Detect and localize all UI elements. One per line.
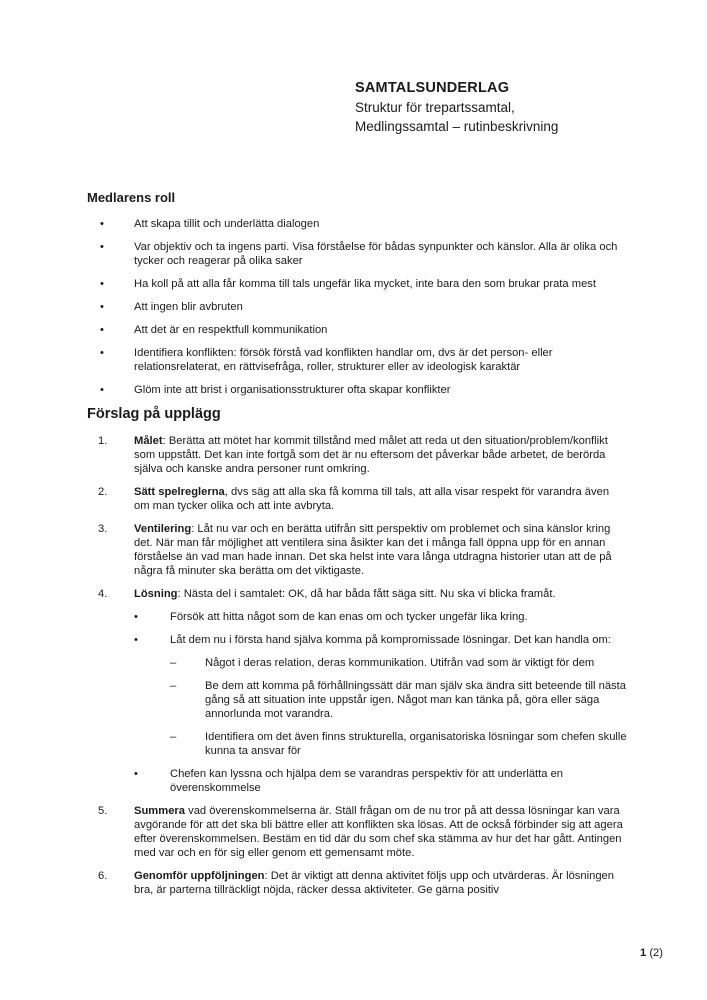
bullet-marker: •	[100, 324, 104, 336]
dash-text: Identifiera om det även finns strukturella, organisatoriska lösningar som chefen skulle kunna ta ansvar för	[205, 731, 627, 757]
item-lead-bold: Lösning	[134, 588, 178, 600]
document-body	[87, 190, 627, 906]
bullet-text: Identifiera konflikten: försök förstå vad konflikten handlar om, dvs är det person- eller relationsrelaterat, en rättvisefråga, roller, strukturer eller av ideologisk karaktär	[134, 347, 553, 373]
bullet-marker: •	[100, 241, 104, 253]
item-body	[134, 435, 608, 475]
item-body	[134, 805, 623, 859]
bullet-text: Att ingen blir avbruten	[134, 301, 243, 313]
item-number: 5.	[98, 805, 108, 817]
item-number: 4.	[98, 588, 108, 600]
bullet-marker: •	[134, 634, 138, 646]
numbered-item-3	[87, 522, 627, 578]
dash-marker: –	[170, 680, 177, 692]
item-body	[134, 486, 609, 512]
item-lead-bold: Summera	[134, 805, 185, 817]
item-lead-bold: Målet	[134, 435, 163, 447]
dash-marker: –	[170, 731, 177, 743]
bullet-text: Glöm inte att brist i organisationsstrukturer ofta skapar konflikter	[134, 384, 451, 396]
item-body	[134, 870, 614, 896]
sub-bullet-text: Låt dem nu i första hand själva komma på kompromissade lösningar. Det kan handla om:	[170, 634, 611, 646]
bullet-text: Att skapa tillit och underlätta dialogen	[134, 218, 320, 230]
item-text: : Låt nu var och en berätta utifrån sitt perspektiv om problemet och sina känslor kring det. När man får möjlighet att ventilera sina åsikter kan det i många fall öppna upp för en annan förståelse än vad man hade innan. Det ska helst inte vara långa utdragna historier utan att de på några få minuter ska berätta om det viktigaste.	[134, 523, 612, 577]
item-text: , dvs säg att alla ska få komma till tals, att alla visar respekt för varandra även om man tycker olika och att inte avbryta.	[134, 486, 610, 512]
page-number-total: (2)	[646, 947, 663, 959]
bullet-item	[87, 346, 627, 374]
dash-text: Något i deras relation, deras kommunikation. Utifrån vad som är viktigt för dem	[205, 657, 595, 669]
bullet-item	[87, 217, 627, 231]
numbered-item-1	[87, 434, 627, 476]
bullet-item	[87, 277, 627, 291]
bullet-item	[87, 300, 627, 314]
item-number: 3.	[98, 523, 108, 535]
dash-marker: –	[170, 657, 177, 669]
bullet-marker: •	[100, 384, 104, 396]
bullet-item	[87, 323, 627, 337]
bullet-item	[87, 240, 627, 268]
numbered-item-5	[87, 804, 627, 860]
numbered-item-2	[87, 485, 627, 513]
dash-text: Be dem att komma på förhållningssätt där man själv ska ändra sitt beteende till nästa gång så att situation inte uppstår igen. Något man kan tänka på, göra eller säga annorlunda mot varandra.	[205, 680, 626, 720]
document-title: SAMTALSUNDERLAG	[355, 80, 510, 96]
sub-bullet-text: Chefen kan lyssna och hjälpa dem se varandras perspektiv för att underlätta en överenskommelse	[170, 768, 564, 794]
item-number: 1.	[98, 435, 108, 447]
bullet-marker: •	[100, 347, 104, 359]
bullet-item	[87, 383, 627, 397]
item-body	[134, 523, 612, 577]
sub-bullet-item	[87, 767, 627, 795]
document-subtitle-line1: Struktur för trepartssamtal,	[355, 100, 515, 115]
item-text: : Nästa del i samtalet: OK, då har båda fått säga sitt. Nu ska vi blicka framåt.	[177, 588, 556, 600]
bullet-marker: •	[100, 301, 104, 313]
bullet-text: Att det är en respektfull kommunikation	[134, 324, 328, 336]
document-subtitle-line2: Medlingssamtal – rutinbeskrivning	[355, 119, 559, 134]
item-text: : Det är viktigt att denna aktivitet följs upp och utvärderas. Är lösningen bra, är parterna tillräckligt nöjda, räcker dessa aktiviteter. Ge gärna positiv	[134, 870, 614, 896]
dash-item	[87, 679, 627, 721]
item-number: 6.	[98, 870, 108, 882]
bullet-marker: •	[100, 278, 104, 290]
item-lead-bold: Sätt spelreglerna	[134, 486, 225, 498]
bullet-text: Ha koll på att alla får komma till tals ungefär lika mycket, inte bara den som brukar prata mest	[134, 278, 596, 290]
dash-item	[87, 730, 627, 758]
section-heading-forslag-pa-upplagg: Förslag på upplägg	[87, 406, 221, 422]
item-body	[134, 588, 556, 600]
item-text: vad överenskommelserna är. Ställ frågan om de nu tror på att dessa lösningar kan vara avgörande för att det ska bli bättre eller att konflikten ska lösas. Att de också förbinder sig att agera efter överenskommelsen. Bestäm en tid där du som chef ska stämma av hur det har gått. Antingen med var och en för sig eller genom ett gemensamt möte.	[134, 805, 623, 859]
page-number	[640, 946, 663, 960]
dash-item	[87, 656, 627, 670]
sub-bullet-text: Försök att hitta något som de kan enas om och tycker ungefär lika kring.	[170, 611, 528, 623]
item-lead-bold: Ventilering	[134, 523, 192, 535]
section-heading-medlarens-roll: Medlarens roll	[87, 190, 176, 205]
numbered-item-4	[87, 587, 627, 601]
item-number: 2.	[98, 486, 108, 498]
bullet-marker: •	[134, 611, 138, 623]
item-text: : Berätta att mötet har kommit tillstånd med målet att reda ut den situation/problem/konflikt som uppstått. Det kan inte fortgå som det är nu eftersom det påverkar både arbetet, de berörda själva och kanske andra personer runt omkring.	[134, 435, 608, 475]
page-number-current: 1	[639, 947, 647, 959]
bullet-marker: •	[100, 218, 104, 230]
sub-bullet-item	[87, 633, 627, 647]
bullet-text: Var objektiv och ta ingens parti. Visa förståelse för bådas synpunkter och känslor. Alla är olika och tycker och reagerar på olika saker	[134, 241, 618, 267]
item-lead-bold: Genomför uppföljningen	[134, 870, 265, 882]
document-title-block	[355, 78, 675, 136]
numbered-item-6	[87, 869, 627, 897]
bullet-marker: •	[134, 768, 138, 780]
sub-bullet-item	[87, 610, 627, 624]
